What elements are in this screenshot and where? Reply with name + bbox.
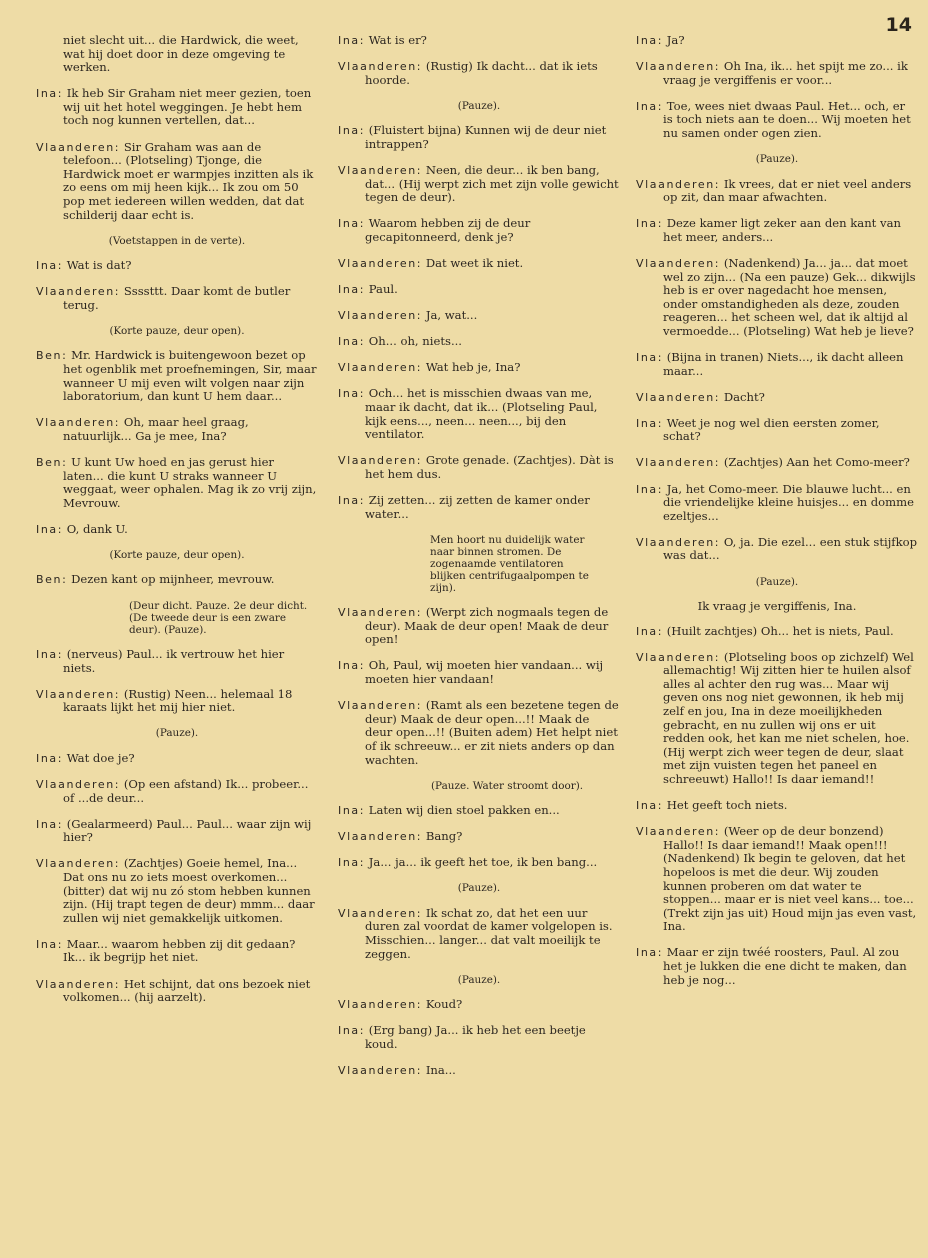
dialogue-text: O, dank U. xyxy=(66,521,128,536)
speaker-name: Ina: xyxy=(636,99,664,113)
dialogue-line xyxy=(338,1024,620,1051)
stage-direction: (Pauze). xyxy=(457,973,501,986)
speaker-name: Ina: xyxy=(338,659,366,673)
dialogue-line xyxy=(338,361,620,375)
dialogue-line xyxy=(338,454,620,481)
dialogue-line xyxy=(36,523,318,537)
dialogue-line xyxy=(36,778,318,805)
dialogue-line xyxy=(338,34,620,48)
speaker-name: Ina: xyxy=(636,34,664,47)
speaker-name: Ina: xyxy=(338,283,366,297)
stage-direction: (Pauze). xyxy=(755,153,799,166)
speaker-name: Ina: xyxy=(636,946,664,960)
dialogue-text: Ik schat zo, dat het een uur duren zal voordat de kamer volgelopen is. Misschien... langer... dat valt moeilijk te zeggen. xyxy=(365,905,613,961)
dialogue-line xyxy=(36,818,318,845)
dialogue-line xyxy=(36,752,318,766)
dialogue-line xyxy=(338,804,620,818)
speaker-name: Ben: xyxy=(36,455,68,469)
dialogue-text: (Huilt zachtjes) Oh... het is niets, Paul. xyxy=(666,623,894,638)
dialogue-text: Oh, maar heel graag, natuurlijk... Ga je mee, Ina? xyxy=(63,415,249,443)
speaker-name: Ina: xyxy=(36,751,64,765)
speaker-name: Vlaanderen: xyxy=(636,177,721,191)
stage-direction: (Pauze). xyxy=(457,99,501,112)
dialogue-text: (Ramt als een bezetene tegen de deur) Maak de deur open...!! Maak de deur open...!! (Buiten adem) Het helpt niet of ik schreeuw... er zit niets anders op dan wachten. xyxy=(365,698,619,767)
dialogue-line xyxy=(636,536,918,563)
dialogue-line xyxy=(36,349,318,403)
speaker-name: Vlaanderen: xyxy=(338,60,423,74)
stage-direction: (Pauze). xyxy=(155,727,199,740)
dialogue-text: Deze kamer ligt zeker aan den kant van het meer, anders... xyxy=(663,216,901,244)
dialogue-text: Wat is er? xyxy=(368,33,427,47)
dialogue-text: (nerveus) Paul... ik vertrouw het hier niets. xyxy=(63,647,285,675)
dialogue-text: Waarom hebben zij de deur gecapitonneerd, denk je? xyxy=(365,216,531,244)
speaker-name: Vlaanderen: xyxy=(36,977,121,991)
dialogue-text: Oh, Paul, wij moeten hier vandaan... wij moeten hier vandaan! xyxy=(365,658,604,687)
dialogue-line xyxy=(338,124,620,151)
dialogue-text: Laten wij dien stoel pakken en... xyxy=(368,803,560,818)
dialogue-text: Het geeft toch niets. xyxy=(666,798,788,813)
dialogue-line xyxy=(36,857,318,925)
speaker-name: Vlaanderen: xyxy=(36,416,121,430)
speaker-name: Ina: xyxy=(338,493,366,507)
dialogue-line xyxy=(636,625,918,639)
dialogue-text: Wat doe je? xyxy=(66,750,135,765)
dialogue-line xyxy=(636,456,918,470)
dialogue-line xyxy=(338,998,620,1012)
speaker-name: Ina: xyxy=(36,817,64,831)
speaker-name: Vlaanderen: xyxy=(636,650,721,664)
speaker-name: Vlaanderen: xyxy=(36,140,121,154)
dialogue-text: Zij zetten... zij zetten de kamer onder water... xyxy=(365,492,590,521)
dialogue-line xyxy=(36,456,318,510)
speaker-name: Ina: xyxy=(338,217,366,231)
dialogue-line xyxy=(636,651,918,787)
dialogue-text: (Weer op de deur bonzend) Hallo!! Is daar iemand!! Maak open!!! (Nadenkend) Ik begin te geloven, dat het hopeloos is met die deur. Wij zouden kunnen proberen om dat water te stoppen... maar er is niet veel kans... toe... (Trekt zijn jas uit) Houd mijn jas even vast, Ina. xyxy=(663,824,917,934)
dialogue-line xyxy=(338,309,620,323)
dialogue-line xyxy=(338,659,620,686)
speaker-name: Ina: xyxy=(36,648,64,662)
stage-direction: (Pauze). xyxy=(457,882,501,895)
stage-direction: (Pauze. Water stroomt door). xyxy=(431,779,584,792)
dialogue-line xyxy=(36,978,318,1005)
dialogue-text: (Werpt zich nogmaals tegen de deur). Maak de deur open! Maak de deur open! xyxy=(365,605,609,647)
speaker-name: Vlaanderen: xyxy=(636,825,721,839)
dialogue-line xyxy=(36,938,318,965)
dialogue-text: (Gealarmeerd) Paul... Paul... waar zijn wij hier? xyxy=(63,816,312,845)
dialogue-line xyxy=(36,416,318,443)
speaker-name: Ben: xyxy=(36,573,68,587)
dialogue-line xyxy=(636,391,918,405)
dialogue-line xyxy=(338,60,620,87)
speaker-name: Vlaanderen: xyxy=(338,256,423,270)
dialogue-text: Och... het is misschien dwaas van me, maar ik dacht, dat ik... (Plotseling Paul, kijk eens..., neen... neen..., bij den ventilator. xyxy=(365,386,598,442)
dialogue-line xyxy=(338,387,620,441)
dialogue-text: (Bijna in tranen) Niets..., ik dacht alleen maar... xyxy=(663,350,904,378)
speaker-name: Vlaanderen: xyxy=(636,256,721,270)
dialogue-text: Wat is dat? xyxy=(66,258,132,273)
dialogue-text: Ja... ja... ik geeft het toe, ik ben bang... xyxy=(368,855,598,870)
dialogue-line xyxy=(338,257,620,271)
speaker-name: Ina: xyxy=(36,522,64,536)
speaker-name: Ina: xyxy=(338,124,366,138)
dialogue-text: Oh... oh, niets... xyxy=(368,334,462,349)
speaker-name: Vlaanderen: xyxy=(36,778,121,791)
stage-direction: (Voetstappen in de verte). xyxy=(108,234,246,247)
dialogue-text: Toe, wees niet dwaas Paul. Het... och, er is toch niets aan te doen... Wij moeten het nu samen onder ogen zien. xyxy=(663,98,911,140)
stage-direction: (Pauze). xyxy=(755,575,799,588)
dialogue-line xyxy=(36,688,318,715)
dialogue-text: Ja? xyxy=(666,33,685,47)
dialogue-line xyxy=(636,217,918,244)
speaker-name: Vlaanderen: xyxy=(338,606,423,620)
dialogue-line xyxy=(338,335,620,349)
stage-direction: (Korte pauze, deur open). xyxy=(109,548,245,561)
dialogue-text: Grote genade. (Zachtjes). Dàt is het hem dus. xyxy=(365,453,614,481)
dialogue-line xyxy=(636,257,918,339)
speaker-name: Vlaanderen: xyxy=(338,699,423,713)
column-3 xyxy=(636,34,918,1000)
speaker-name: Vlaanderen: xyxy=(36,857,121,871)
dialogue-text: Mr. Hardwick is buitengewoon bezet op het ogenblik met proefnemingen, Sir, maar wanneer U mij even wilt volgen naar zijn laboratorium, dan kunt U hem daar... xyxy=(63,348,317,404)
dialogue-text: Dacht? xyxy=(723,389,765,404)
stage-direction: (Deur dicht. Pauze. 2e deur dicht. (De tweede deur is een zware deur). (Pauze). xyxy=(129,599,308,636)
dialogue-text: Dezen kant op mijnheer, mevrouw. xyxy=(71,572,275,587)
dialogue-line xyxy=(36,87,318,128)
dialogue-text: Maar er zijn twéé roosters, Paul. Al zou het je lukken die ene dicht te maken, dan heb je nog... xyxy=(663,945,907,987)
dialogue-text: (Rustig) Neen... helemaal 18 karaats lijkt het mij hier niet. xyxy=(63,686,293,715)
speaker-name: Vlaanderen: xyxy=(338,163,423,177)
dialogue-line xyxy=(36,648,318,675)
speaker-name: Ina: xyxy=(36,87,64,101)
speaker-name: Vlaanderen: xyxy=(338,1064,423,1078)
dialogue-text: Ik vrees, dat er niet veel anders op zit, dan maar afwachten. xyxy=(663,176,912,205)
dialogue-line xyxy=(36,259,318,273)
page-number: 14 xyxy=(885,14,912,36)
dialogue-line xyxy=(338,494,620,521)
speaker-name: Vlaanderen: xyxy=(36,285,121,299)
dialogue-text: Bang? xyxy=(425,829,463,844)
speaker-name: Vlaanderen: xyxy=(338,830,423,844)
speaker-name: Vlaanderen: xyxy=(338,998,423,1012)
dialogue-line xyxy=(36,141,318,223)
speaker-name: Vlaanderen: xyxy=(338,309,423,323)
dialogue-line xyxy=(36,573,318,587)
dialogue-text: Ik heb Sir Graham niet meer gezien, toen wij uit het hotel weggingen. Je hebt hem toch nog kunnen vertellen, dat... xyxy=(63,86,312,128)
speaker-name: Ina: xyxy=(636,351,664,364)
speaker-name: Ina: xyxy=(338,1024,366,1038)
speaker-name: Ina: xyxy=(636,217,664,231)
dialogue-line xyxy=(338,907,620,961)
speaker-name: Vlaanderen: xyxy=(636,390,721,404)
stage-direction: Men hoort nu duidelijk water naar binnen stromen. De zogenaamde ventilatoren blijken centrifugaalpompen te zijn). xyxy=(430,533,589,594)
dialogue-line xyxy=(636,483,918,524)
dialogue-text: Paul. xyxy=(368,282,398,297)
dialogue-line xyxy=(36,285,318,312)
dialogue-text: Koud? xyxy=(425,997,463,1012)
speaker-name: Ina: xyxy=(636,482,664,496)
dialogue-text: Oh Ina, ik... het spijt me zo... ik vraag je vergiffenis er voor... xyxy=(663,59,908,87)
speaker-name: Vlaanderen: xyxy=(338,361,423,375)
speaker-name: Vlaanderen: xyxy=(338,906,423,920)
dialogue-line xyxy=(636,100,918,141)
dialogue-text: (Rustig) Ik dacht... dat ik iets hoorde. xyxy=(365,59,598,87)
dialogue-line xyxy=(636,178,918,205)
dialogue-line xyxy=(338,164,620,205)
dialogue-line xyxy=(636,34,918,48)
dialogue-text: (Plotseling boos op zichzelf) Wel allemachtig! Wij zitten hier te huilen alsof alles al achter den rug was... Maar wij geven ons nog niet gewonnen, ik heb mij zelf en jou, Ina in deze moeilijkheden gebracht, en nu zullen wij ons er uit redden ook, het kan me niet schelen, hoe. (Hij werpt zich weer tegen de deur, slaat met zijn vuisten tegen het paneel en schreeuwt) Hallo!! Is daar iemand!! xyxy=(663,649,914,786)
dialogue-text: Ssssttt. Daar komt de butler terug. xyxy=(63,284,291,312)
dialogue-line xyxy=(338,283,620,297)
dialogue-line xyxy=(338,606,620,647)
speaker-name: Vlaanderen: xyxy=(636,60,721,74)
dialogue-text: (Fluistert bijna) Kunnen wij de deur niet intrappen? xyxy=(365,123,607,151)
speaker-name: Ina: xyxy=(636,416,664,430)
column-1 xyxy=(36,34,318,1017)
dialogue-text: (Nadenkend) Ja... ja... dat moet wel zo zijn... (Na een pauze) Gek... dikwijls heb is er over nagedacht hoe mensen, onder omstandigheden als deze, zouden reageren... het scheen wel, dat ik altijd al vermoedde... (Plotseling) Wat heb je lieve? xyxy=(663,255,916,338)
stage-direction: (Korte pauze, deur open). xyxy=(109,324,245,337)
speaker-name: Ina: xyxy=(36,937,64,951)
dialogue-line xyxy=(338,830,620,844)
dialogue-line xyxy=(338,1064,620,1078)
dialogue-text: (Zachtjes) Aan het Como-meer? xyxy=(723,455,910,470)
speaker-name: Ben: xyxy=(36,349,68,363)
dialogue-line xyxy=(636,825,918,934)
speaker-name: Vlaanderen: xyxy=(636,456,721,470)
dialogue-line xyxy=(636,799,918,813)
dialogue-text: Sir Graham was aan de telefoon... (Plotseling) Tjonge, die Hardwick moet er warmpjes inzitten als ik zo eens om mij heen kijk... Ik zou om 50 pop met iedereen willen wedden, dat dat schilderij daar echt is. xyxy=(63,139,314,222)
stage-direction: Ik vraag je vergiffenis, Ina. xyxy=(697,599,857,614)
dialogue-text: Wat heb je, Ina? xyxy=(425,360,521,375)
dialogue-text: Weet je nog wel dien eersten zomer, schat? xyxy=(663,415,880,444)
speaker-name: Ina: xyxy=(636,624,664,638)
speaker-name: Ina: xyxy=(636,799,664,813)
dialogue-text: (Zachtjes) Goeie hemel, Ina... Dat ons nu zo iets moest overkomen... (bitter) dat wij nu zó stom hebben kunnen zijn. (Hij trapt tegen de deur) mmm... daar zullen wij niet gemakkelijk uitkomen. xyxy=(63,856,315,925)
dialogue-text: Neen, die deur... ik ben bang, dat... (Hij werpt zich met zijn volle gewicht tegen de deur). xyxy=(365,162,619,205)
speaker-name: Ina: xyxy=(36,259,64,273)
dialogue-line xyxy=(338,217,620,244)
dialogue-line xyxy=(338,699,620,767)
dialogue-text: U kunt Uw hoed en jas gerust hier laten... die kunt U straks wanneer U weggaat, weer ophalen. Mag ik zo vrij zijn, Mevrouw. xyxy=(63,454,317,510)
speaker-name: Ina: xyxy=(338,856,366,870)
dialogue-line xyxy=(636,60,918,87)
speaker-name: Vlaanderen: xyxy=(338,454,423,468)
speaker-name: Ina: xyxy=(338,34,366,47)
dialogue-text: Ja, wat... xyxy=(425,308,478,323)
speaker-name: Vlaanderen: xyxy=(636,535,721,549)
dialogue-text: Ja, het Como-meer. Die blauwe lucht... en die vriendelijke kleine huisjes... en domme ezeltjes... xyxy=(663,481,914,523)
dialogue-text: Maar... waarom hebben zij dit gedaan? Ik... ik begrijp het niet. xyxy=(63,936,296,965)
dialogue-line xyxy=(636,417,918,444)
speaker-name: Vlaanderen: xyxy=(36,687,121,701)
dialogue-text: (Erg bang) Ja... ik heb het een beetje koud. xyxy=(365,1023,586,1051)
dialogue-continuation: niet slecht uit... die Hardwick, die weet, wat hij doet door in deze omgeving te werken. xyxy=(63,33,299,75)
speaker-name: Ina: xyxy=(338,335,366,349)
dialogue-line xyxy=(636,351,918,378)
speaker-name: Ina: xyxy=(338,804,366,818)
speaker-name: Ina: xyxy=(338,387,366,401)
column-2 xyxy=(338,34,620,1090)
dialogue-text: (Op een afstand) Ik... probeer... of ...de deur... xyxy=(63,777,309,805)
dialogue-line xyxy=(636,946,918,987)
dialogue-line xyxy=(338,856,620,870)
dialogue-text: Ina... xyxy=(425,1063,456,1078)
dialogue-text: O, ja. Die ezel... een stuk stijfkop was dat... xyxy=(663,534,918,563)
dialogue-text: Dat weet ik niet. xyxy=(425,255,524,270)
dialogue-text: Het schijnt, dat ons bezoek niet volkomen... (hij aarzelt). xyxy=(63,976,311,1005)
